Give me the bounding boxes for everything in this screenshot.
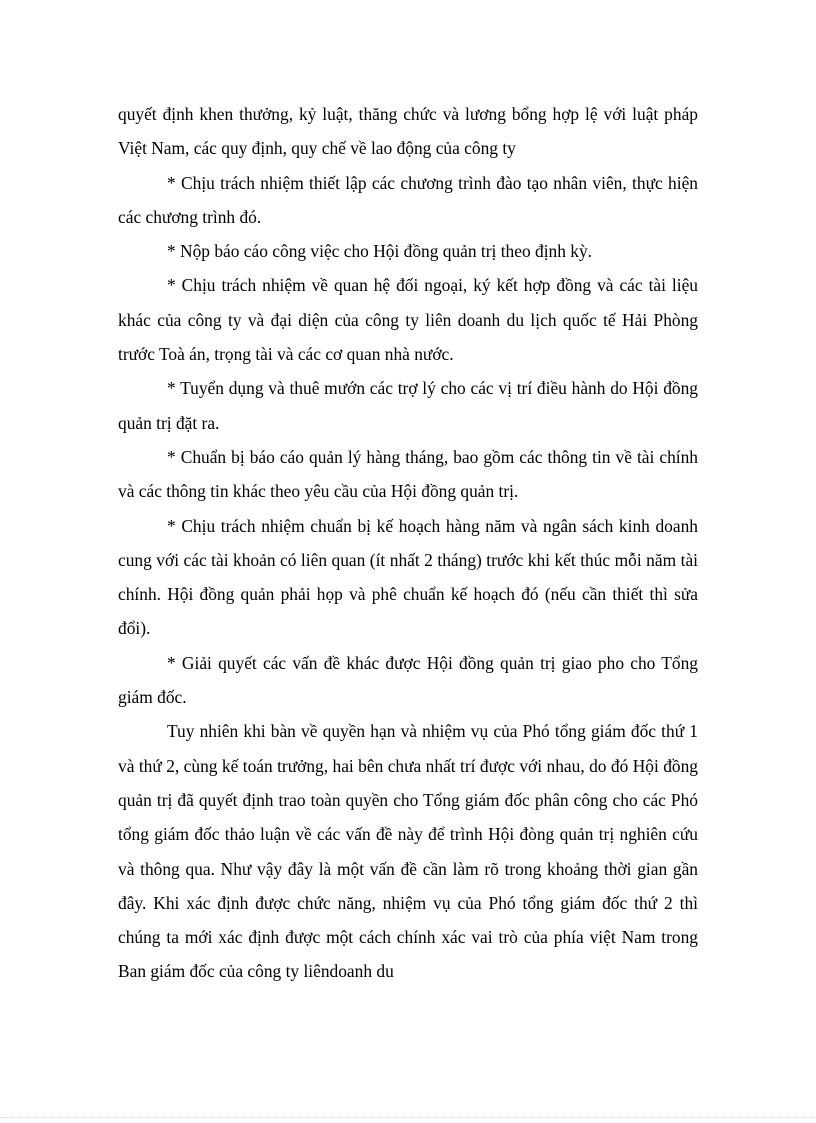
document-body <box>118 97 698 989</box>
paragraph-5: * Tuyển dụng và thuê mướn các trợ lý cho các vị trí điều hành do Hội đồng quản trị đặt ra. <box>118 378 698 433</box>
paragraph-9: Tuy nhiên khi bàn về quyền hạn và nhiệm vụ của Phó tổng giám đốc thứ 1 và thứ 2, cùng kế toán trưởng, hai bên chưa nhất trí được với nhau, do đó Hội đồng quản trị đã quyết định trao toàn quyền cho Tổng giám đốc phân công cho các Phó tổng giám đốc thảo luận về các vấn đề này để trình Hội đòng quản trị nghiên cứu và thông qua. Như vậy đây là một vấn đề cần làm rõ trong khoảng thời gian gần đây. Khi xác định được chức năng, nhiệm vụ của Phó tổng giám đốc thứ 2 thì chúng ta mới xác định được một cách chính xác vai trò của phía việt Nam trong Ban giám đốc của công ty liêndoanh du <box>118 721 698 982</box>
paragraph-7: * Chịu trách nhiệm chuẩn bị kế hoạch hàng năm và ngân sách kinh doanh cung với các tài khoản có liên quan (ít nhất 2 tháng) trước khi kết thúc mỗi năm tài chính. Hội đồng quản phải họp và phê chuẩn kế hoạch đó (nếu cần thiết thì sửa đổi). <box>118 515 698 639</box>
paragraph-3: * Nộp báo cáo công việc cho Hội đồng quản trị theo định kỳ. <box>167 241 593 262</box>
paragraph-2: * Chịu trách nhiệm thiết lập các chương trình đào tạo nhân viên, thực hiện các chương trình đó. <box>118 172 698 227</box>
paragraph-4: * Chịu trách nhiệm về quan hệ đối ngoại, ký kết hợp đồng và các tài liệu khác của công ty và đại diện của công ty liên doanh du lịch quốc tế Hải Phòng trước Toà án, trọng tài và các cơ quan nhà nước. <box>118 275 698 365</box>
paragraph-1: quyết định khen thưởng, kỷ luật, thăng chức và lương bổng hợp lệ với luật pháp Việt Nam, các quy định, quy chế về lao động của công ty <box>118 104 698 159</box>
page-bottom-divider <box>0 1117 816 1118</box>
paragraph-6: * Chuẩn bị báo cáo quản lý hàng tháng, bao gồm các thông tin về tài chính và các thông tin khác theo yêu cầu của Hội đồng quản trị. <box>118 446 698 502</box>
paragraph-8: * Giải quyết các vấn đề khác được Hội đồng quản trị giao pho cho Tổng giám đốc. <box>118 652 698 708</box>
